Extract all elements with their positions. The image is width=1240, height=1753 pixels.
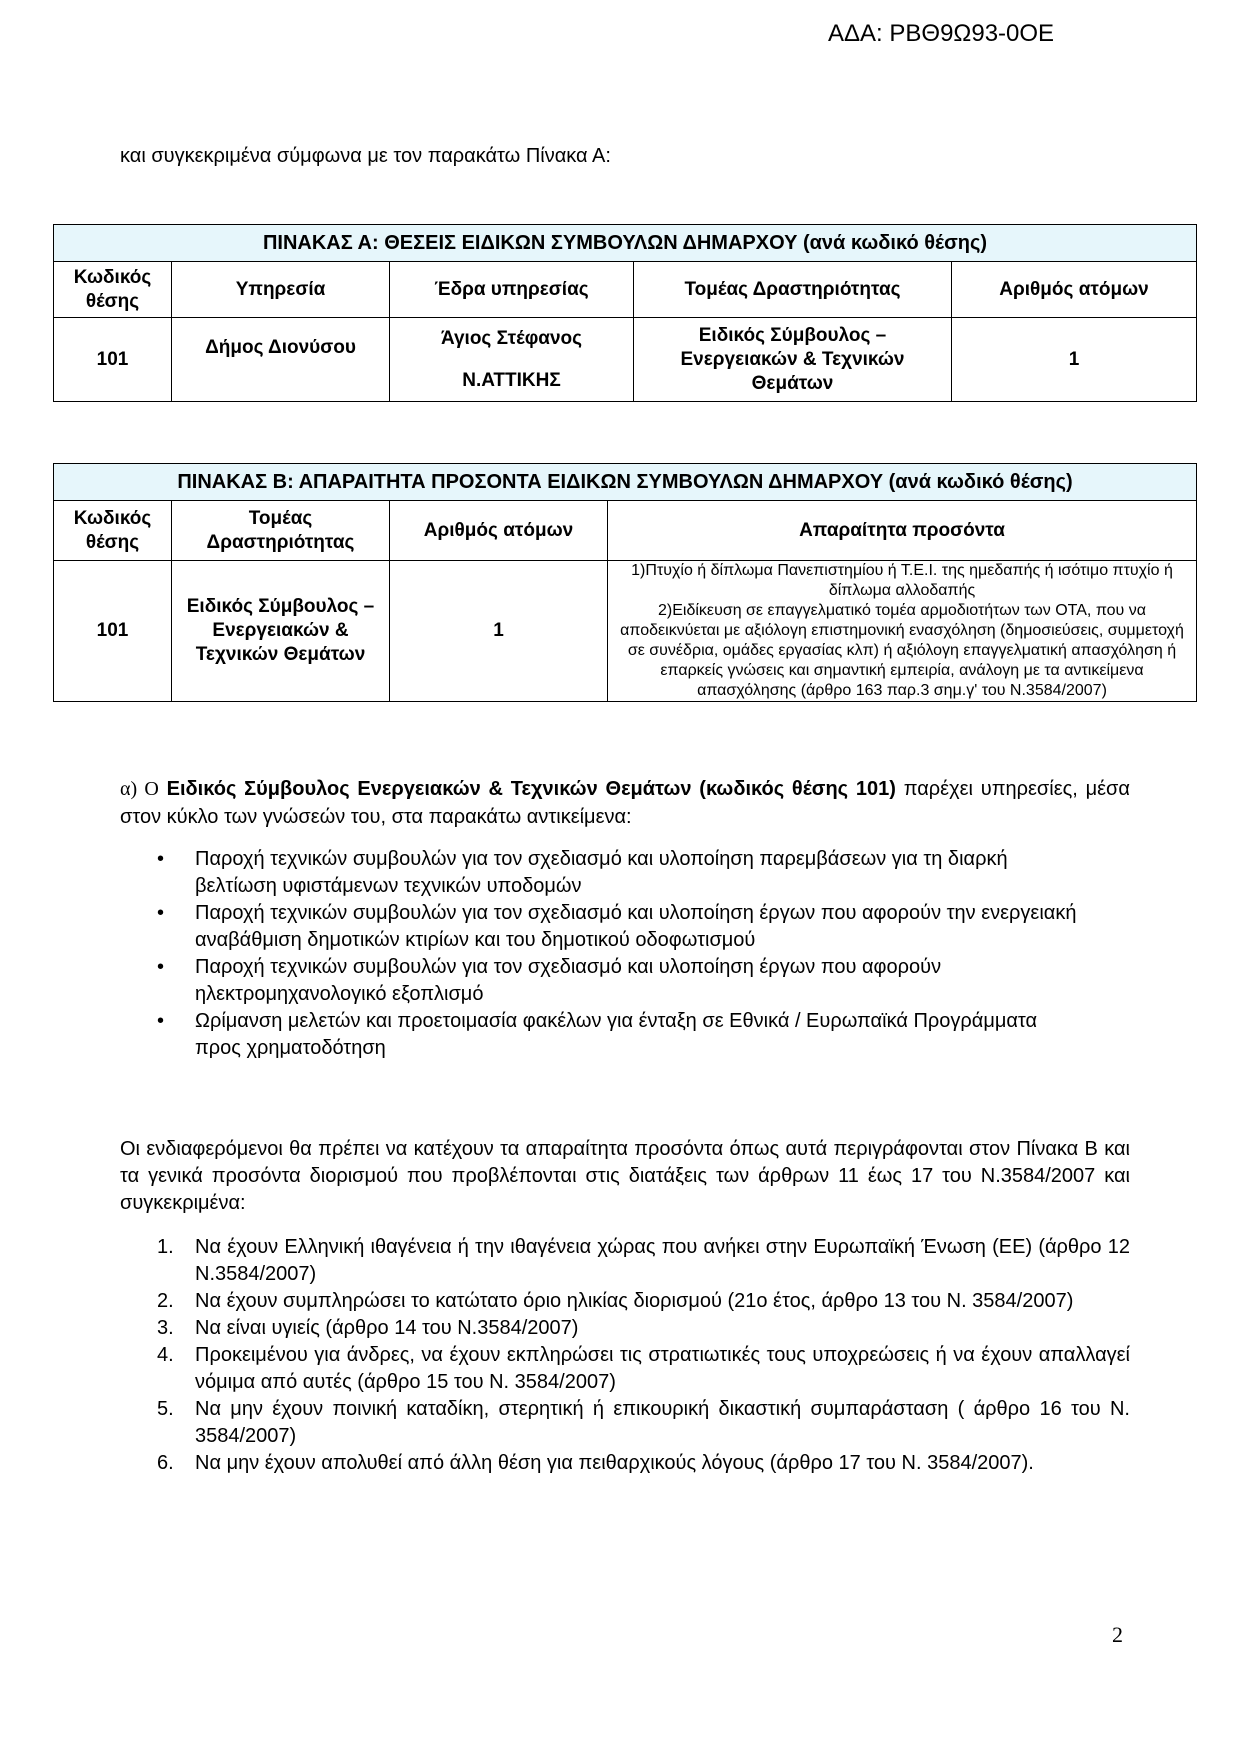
table-a-seat-line1: Άγιος Στέφανος [440,327,583,349]
qualification-1: 1)Πτυχίο ή δίπλωμα Πανεπιστημίου ή Τ.Ε.Ι. της ημεδαπής ή ισότιμο πτυχίο ή δίπλωμα αλλοδαπής [631,562,1173,599]
table-b-header-count: Αριθμός ατόμων [390,501,608,561]
requirements-intro: Οι ενδιαφερόμενοι θα πρέπει να κατέχουν τα απαραίτητα προσόντα όπως αυτά περιγράφονται στον Πίνακα Β και τα γενικά προσόντα διορισμού που προβλέπονται στις διατάξεις των άρθρων 11 έως 17 του Ν.3584/2007 και συγκεκριμένα: [120,1138,1130,1214]
table-a-header-code: Κωδικός θέσης [54,262,172,318]
table-b-header-sector: Τομέας Δραστηριότητας [172,501,390,561]
table-a-service: Δήμος Διονύσου [172,318,390,402]
table-a-header-sector: Τομέας Δραστηριότητας [634,262,952,318]
qualification-2: 2)Ειδίκευση σε επαγγελματικό τομέα αρμοδιοτήτων των ΟΤΑ, που να αποδεικνύεται με αξιόλογη επιστημονική ενασχόληση (δημοσιεύσεις, συμμετοχή σε συνέδρια, ομάδες εργασίας κλπ) ή αξιόλογη επαγγελματική απασχόληση ή επαρκείς γνώσεις και σημαντική εμπειρία, ανάλογη με τα αντικείμενα απασχόλησης (άρθρο 163 παρ.3 σημ.γ' του Ν.3584/2007) [620,602,1184,699]
list-item [120,1342,1130,1396]
table-a-count: 1 [952,318,1197,402]
table-b-sector: Ειδικός Σύμβουλος – Ενεργειακών & Τεχνικών Θεμάτων [172,561,390,702]
item-number: 4. [157,1344,174,1366]
item-text: Προκειμένου για άνδρες, να έχουν εκπληρώσει τις στρατιωτικές τους υποχρεώσεις ή να έχουν απαλλαγεί νόμιμα από αυτές (άρθρο 15 του Ν. 3584/2007) [195,1344,1130,1393]
bullet-text: Παροχή τεχνικών συμβουλών για τον σχεδιασμό και υλοποίηση έργων που αφορούν την ενεργειακή αναβάθμιση δημοτικών κτιρίων και του δημοτικού οδοφωτισμού [195,902,1077,951]
list-item [120,1288,1130,1315]
list-item [120,900,1080,954]
list-item [120,1315,1130,1342]
section-a-rest: παρέχει υπηρεσίες, μέσα στον κύκλο των γνώσεών του, στα παρακάτω αντικείμενα: [120,778,1130,828]
table-b-qualifications [608,561,1197,702]
table-b-code: 101 [54,561,172,702]
table-b-header-code: Κωδικός θέσης [54,501,172,561]
ada-code: ΑΔΑ: ΡΒΘ9Ω93-0ΟΕ [828,20,1055,47]
bullet-text: Παροχή τεχνικών συμβουλών για τον σχεδιασμό και υλοποίηση έργων που αφορούν ηλεκτρομηχανολογικό εξοπλισμό [195,956,942,1005]
table-row [54,318,1197,402]
table-a-header-service: Υπηρεσία [172,262,390,318]
section-a-bold: Ειδικός Σύμβουλος Ενεργειακών & Τεχνικών Θεμάτων (κωδικός θέσης 101) [166,778,896,800]
bullet-icon: • [157,902,165,924]
item-text: Να μην έχουν ποινική καταδίκη, στερητική ή επικουρική δικαστική συμπαράσταση ( άρθρο 16 του Ν. 3584/2007) [195,1398,1130,1447]
bullet-text: Παροχή τεχνικών συμβουλών για τον σχεδιασμό και υλοποίηση παρεμβάσεων για τη διαρκή βελτίωση υφιστάμενων τεχνικών υποδομών [195,848,1008,897]
list-item [120,1008,1080,1062]
bullet-icon: • [157,1010,165,1032]
list-item [120,1450,1130,1477]
item-text: Να μην έχουν απολυθεί από άλλη θέση για πειθαρχικούς λόγους (άρθρο 17 του Ν. 3584/2007). [195,1452,1034,1474]
bullet-icon: • [157,956,165,978]
table-b-header-qualifications: Απαραίτητα προσόντα [608,501,1197,561]
page-number: 2 [1112,1622,1123,1647]
list-item [120,846,1080,900]
table-a-sector: Ειδικός Σύμβουλος – Ενεργειακών & Τεχνικών Θεμάτων [634,318,952,402]
item-number: 6. [157,1452,174,1474]
item-number: 3. [157,1317,174,1339]
bullet-icon: • [157,848,165,870]
table-a-header-row [54,262,1197,318]
item-number: 5. [157,1398,174,1420]
table-b-title: ΠΙΝΑΚΑΣ Β: ΑΠΑΡΑΙΤΗΤΑ ΠΡΟΣΟΝΤΑ ΕΙΔΙΚΩΝ ΣΥΜΒΟΥΛΩΝ ΔΗΜΑΡΧΟΥ (ανά κωδικό θέσης) [54,464,1197,501]
table-a-header-seat: Έδρα υπηρεσίας [390,262,634,318]
bullet-text: Ωρίμανση μελετών και προετοιμασία φακέλων για ένταξη σε Εθνικά / Ευρωπαϊκά Προγράμματα προς χρηματοδότηση [195,1010,1038,1059]
table-a-seat-line2: Ν.ΑΤΤΙΚΗΣ [462,369,561,391]
section-a-paragraph [120,775,1130,831]
table-a-title-row [54,225,1197,262]
item-number: 2. [157,1290,174,1312]
item-text: Να έχουν Ελληνική ιθαγένεια ή την ιθαγένεια χώρας που ανήκει στην Ευρωπαϊκή Ένωση (ΕΕ) (άρθρο 12 Ν.3584/2007) [195,1236,1130,1285]
table-b-title-row [54,464,1197,501]
requirements-list [120,1234,1130,1477]
table-b-header-row [54,501,1197,561]
item-number: 1. [157,1236,174,1258]
section-a-bullets [120,846,1080,1062]
table-b-count: 1 [390,561,608,702]
table-a-seat [390,318,634,402]
table-a [53,224,1197,402]
item-text: Να έχουν συμπληρώσει το κατώτατο όριο ηλικίας διορισμού (21ο έτος, άρθρο 13 του Ν. 3584/2007) [195,1290,1074,1312]
table-a-header-count: Αριθμός ατόμων [952,262,1197,318]
item-text: Να είναι υγιείς (άρθρο 14 του Ν.3584/2007) [195,1317,579,1339]
section-a-marker: α) Ο [120,778,159,800]
table-b [53,463,1197,702]
list-item [120,954,1080,1008]
intro-text: και συγκεκριμένα σύμφωνα με τον παρακάτω Πίνακα Α: [120,145,611,167]
list-item [120,1396,1130,1450]
table-a-title: ΠΙΝΑΚΑΣ Α: ΘΕΣΕΙΣ ΕΙΔΙΚΩΝ ΣΥΜΒΟΥΛΩΝ ΔΗΜΑΡΧΟΥ (ανά κωδικό θέσης) [54,225,1197,262]
table-a-code: 101 [54,318,172,402]
list-item [120,1234,1130,1288]
table-row [54,561,1197,702]
